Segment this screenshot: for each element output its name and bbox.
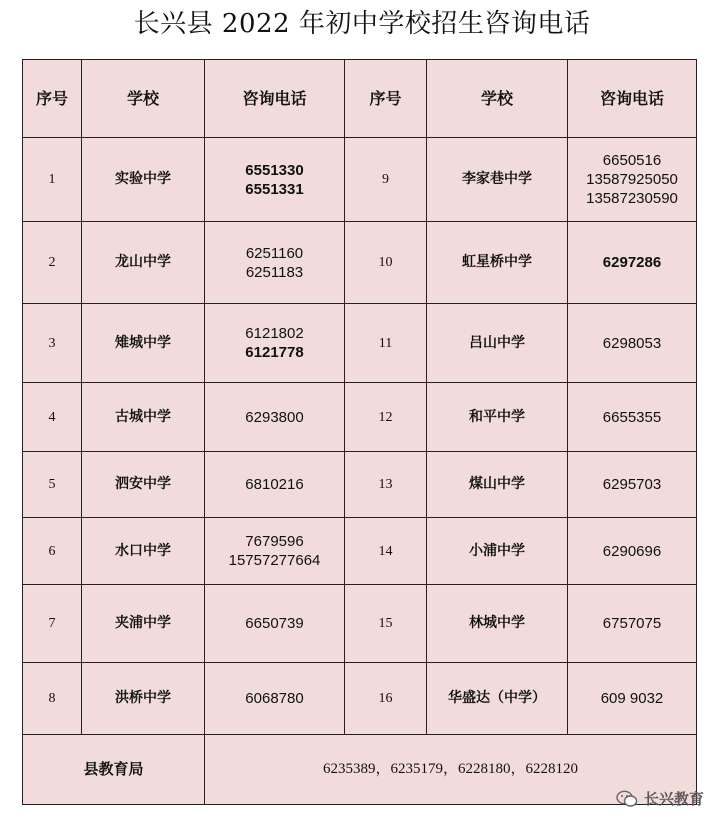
bureau-label: 县教育局 [23, 735, 205, 805]
phone-cell [205, 138, 345, 222]
header-row [23, 60, 697, 138]
phone-number: 6551331 [245, 180, 304, 198]
phone-number: 13587230590 [586, 190, 678, 207]
school-cell: 吕山中学 [427, 304, 568, 383]
phone-cell [568, 138, 697, 222]
header-seq-left: 序号 [23, 60, 82, 138]
phone-number: 6810216 [245, 476, 304, 493]
phone-cell [568, 452, 697, 518]
table-row [23, 663, 697, 735]
school-cell: 林城中学 [427, 585, 568, 663]
phone-number: 13587925050 [586, 171, 678, 188]
phone-cell [568, 663, 697, 735]
phone-number: 6650516 [602, 152, 662, 169]
phone-cell [205, 383, 345, 452]
phone-cell [205, 663, 345, 735]
phone-cell [205, 222, 345, 304]
table-row [23, 518, 697, 585]
phone-number: 6298053 [602, 334, 662, 352]
school-cell: 水口中学 [82, 518, 205, 585]
school-cell: 龙山中学 [82, 222, 205, 304]
school-cell: 虹星桥中学 [427, 222, 568, 304]
phone-number: 6293800 [245, 408, 304, 426]
watermark [616, 788, 704, 809]
phone-number: 6650739 [245, 615, 304, 632]
phone-cell [568, 222, 697, 304]
watermark-text: 长兴教育 [643, 790, 704, 808]
phone-number: 6251183 [245, 263, 304, 281]
phone-number: 6297286 [602, 254, 662, 271]
school-cell: 古城中学 [82, 383, 205, 452]
bureau-phones: 6235389，6235179，6228180，6228120 [205, 735, 697, 805]
seq-cell: 15 [345, 585, 427, 663]
phone-number: 6290696 [602, 542, 662, 560]
header-phone-left: 咨询电话 [205, 60, 345, 138]
phone-number: 6655355 [602, 408, 662, 426]
phone-cell [568, 383, 697, 452]
seq-cell: 14 [345, 518, 427, 585]
school-cell: 和平中学 [427, 383, 568, 452]
header-phone-right: 咨询电话 [568, 60, 697, 138]
seq-cell: 8 [23, 663, 82, 735]
seq-cell: 2 [23, 222, 82, 304]
seq-cell: 6 [23, 518, 82, 585]
school-cell: 洪桥中学 [82, 663, 205, 735]
seq-cell: 3 [23, 304, 82, 383]
school-cell: 华盛达（中学） [427, 663, 568, 735]
school-cell: 泗安中学 [82, 452, 205, 518]
page-title: 长兴县 2022 年初中学校招生咨询电话 [133, 9, 591, 39]
header-school-right: 学校 [427, 60, 568, 138]
table-row [23, 138, 697, 222]
school-cell: 李家巷中学 [427, 138, 568, 222]
wechat-icon [616, 790, 638, 808]
table-row [23, 222, 697, 304]
phone-cell [205, 518, 345, 585]
school-cell: 实验中学 [82, 138, 205, 222]
seq-cell: 13 [345, 452, 427, 518]
bureau-row [23, 735, 697, 805]
phone-cell [205, 585, 345, 663]
seq-cell: 16 [345, 663, 427, 735]
header-seq-right: 序号 [345, 60, 427, 138]
seq-cell: 12 [345, 383, 427, 452]
phone-number: 7679596 [245, 533, 304, 550]
school-cell: 夹浦中学 [82, 585, 205, 663]
seq-cell: 1 [23, 138, 82, 222]
table-row [23, 585, 697, 663]
school-cell: 小浦中学 [427, 518, 568, 585]
phone-number: 15757277664 [228, 552, 321, 569]
table-row [23, 452, 697, 518]
phone-number: 6121778 [245, 344, 304, 361]
seq-cell: 9 [345, 138, 427, 222]
phone-cell [568, 518, 697, 585]
phone-number: 6757075 [602, 615, 662, 632]
phone-number: 6068780 [245, 690, 304, 707]
phone-cell [205, 452, 345, 518]
table-row [23, 383, 697, 452]
seq-cell: 11 [345, 304, 427, 383]
phone-number: 609 9032 [600, 690, 664, 707]
table-row [23, 304, 697, 383]
school-cell: 雉城中学 [82, 304, 205, 383]
enrollment-phone-table [22, 59, 697, 805]
phone-number: 6551330 [245, 161, 304, 179]
seq-cell: 7 [23, 585, 82, 663]
phone-cell [568, 304, 697, 383]
phone-cell [568, 585, 697, 663]
seq-cell: 10 [345, 222, 427, 304]
school-cell: 煤山中学 [427, 452, 568, 518]
phone-number: 6121802 [245, 325, 304, 342]
phone-cell [205, 304, 345, 383]
header-school-left: 学校 [82, 60, 205, 138]
phone-number: 6251160 [245, 244, 304, 262]
seq-cell: 5 [23, 452, 82, 518]
seq-cell: 4 [23, 383, 82, 452]
phone-number: 6295703 [602, 476, 662, 493]
